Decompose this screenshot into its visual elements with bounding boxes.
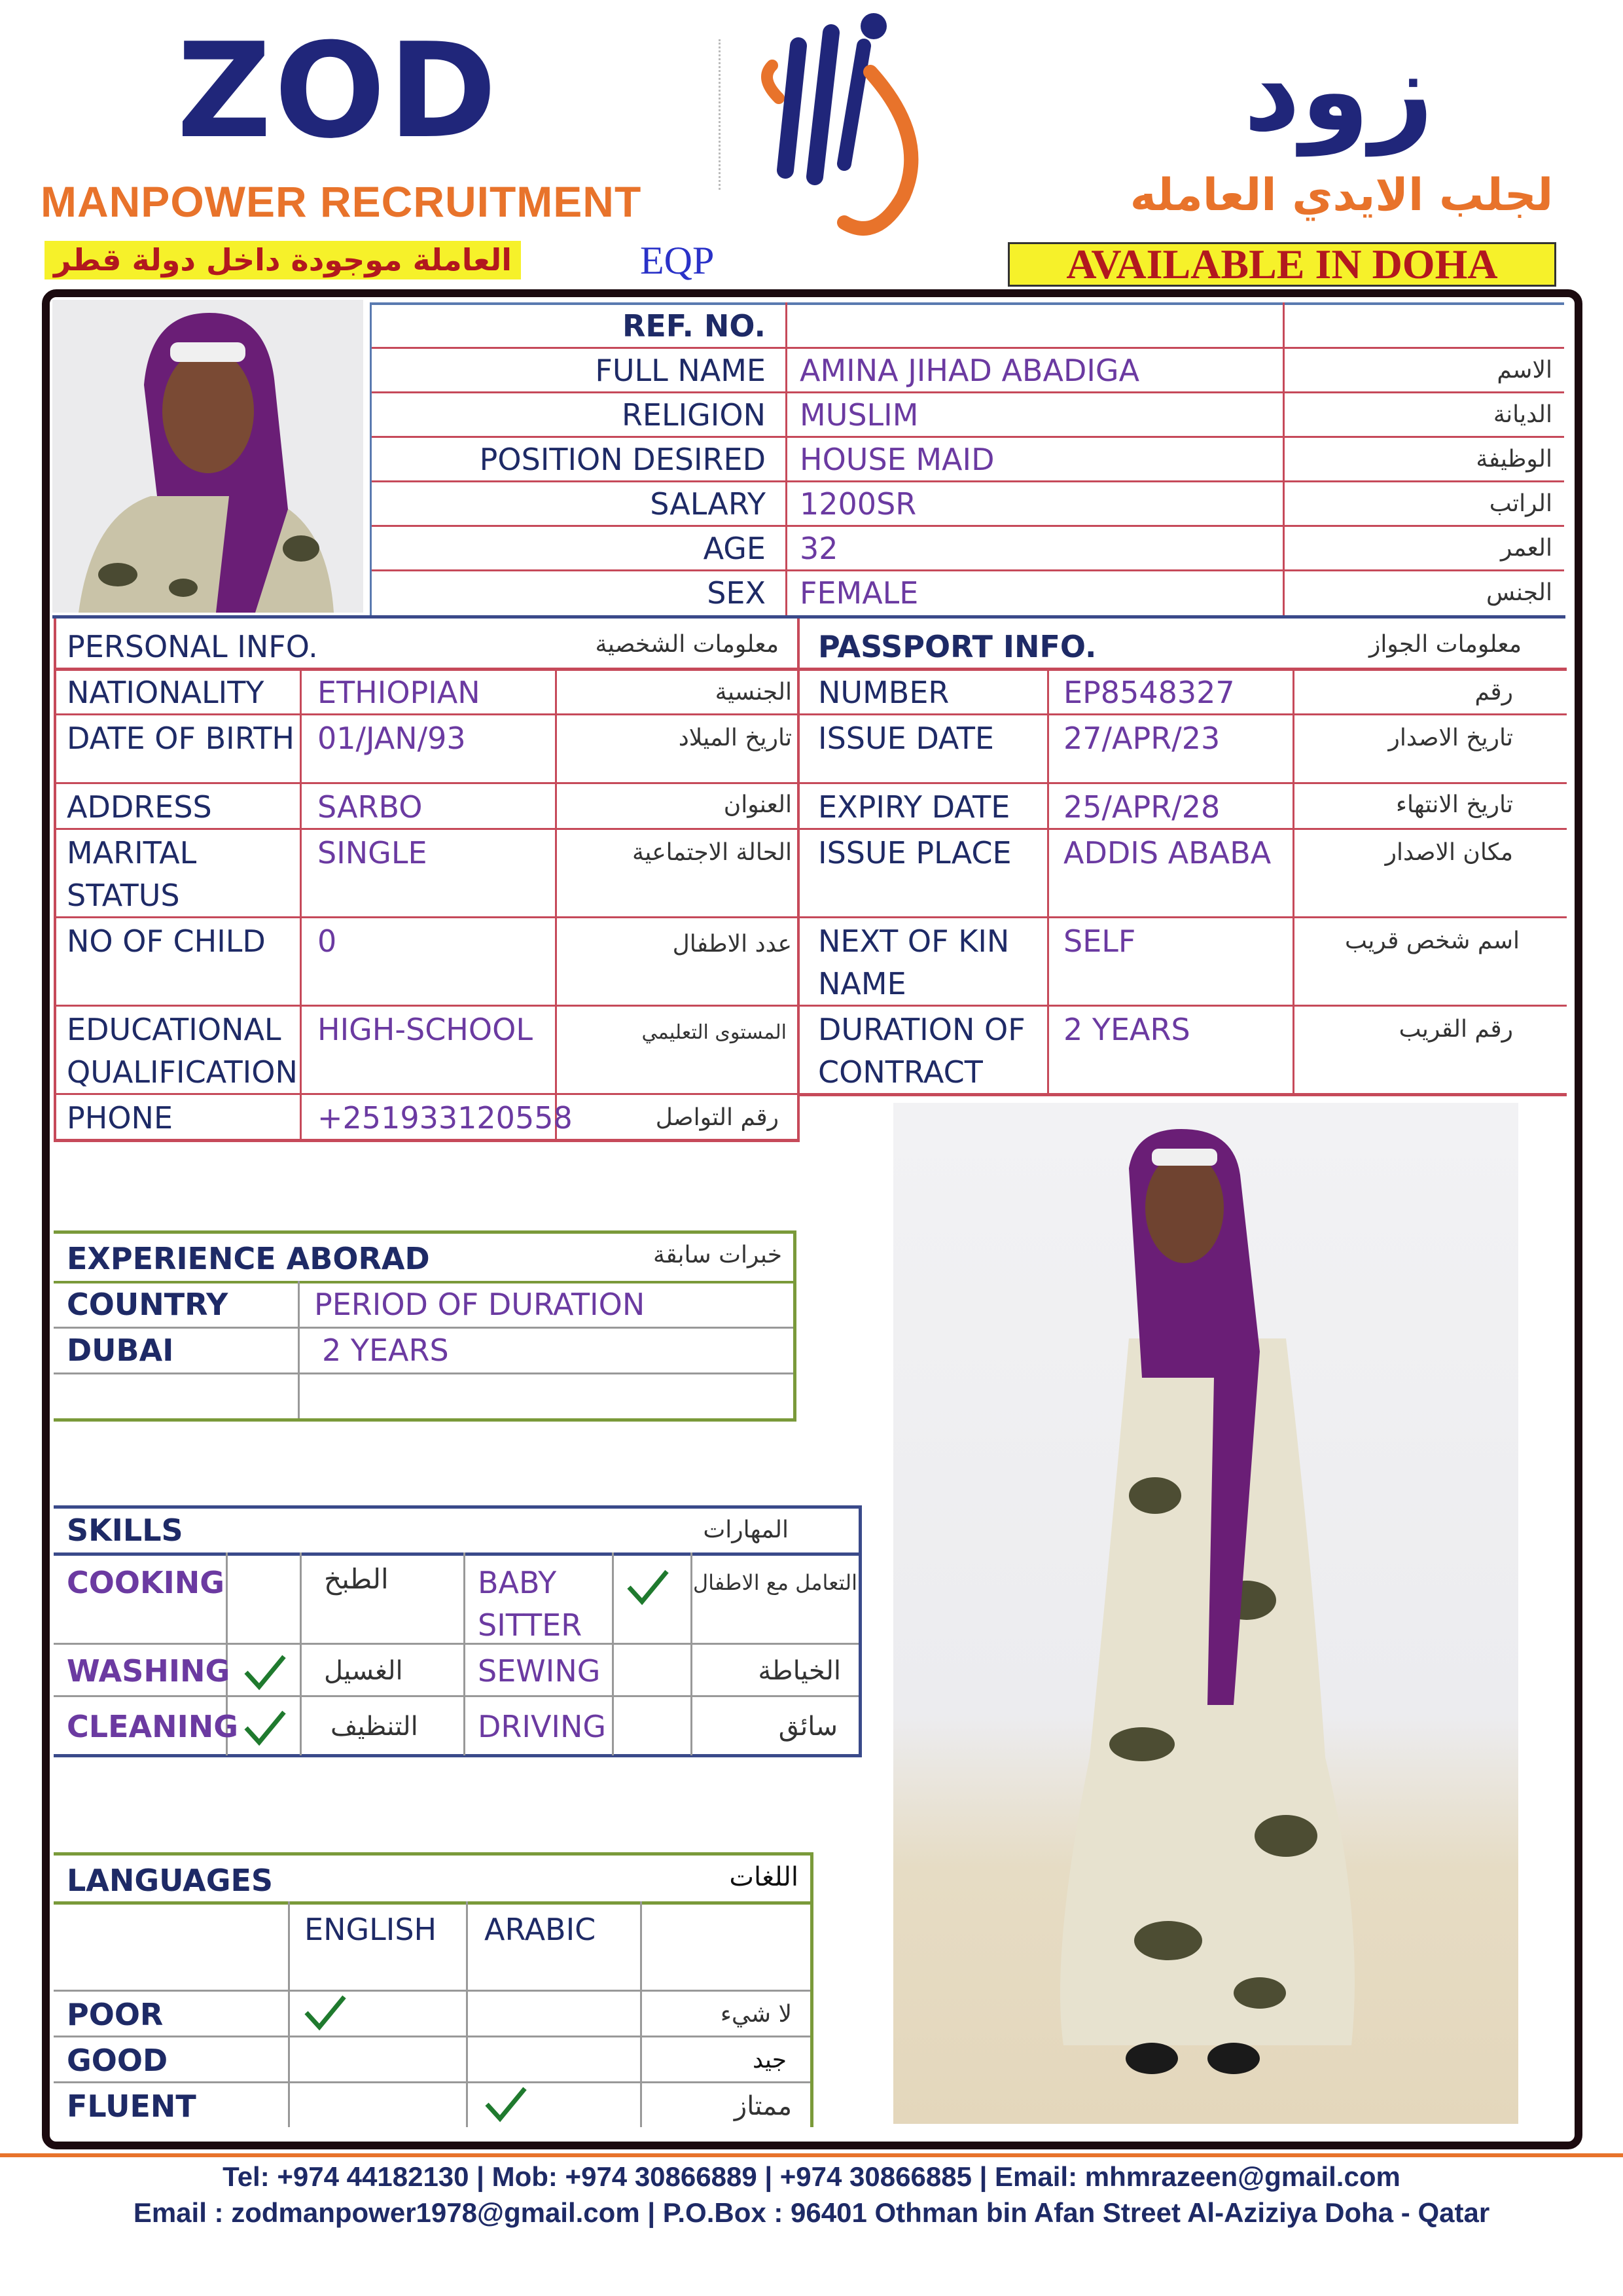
- contract-duration-value: 2 YEARS: [1063, 1012, 1190, 1047]
- brand-subtitle: MANPOWER RECRUITMENT: [41, 177, 642, 226]
- section-divider: [52, 615, 1565, 619]
- position-label-arabic: الوظيفة: [1476, 446, 1552, 473]
- nationality-value: ETHIOPIAN: [317, 675, 480, 710]
- salary-label-arabic: الراتب: [1489, 490, 1552, 517]
- marital-label-line2: STATUS: [67, 878, 180, 913]
- full-name-label: FULL NAME: [595, 353, 766, 388]
- location-note-arabic: العاملة موجودة داخل دولة قطر: [45, 241, 521, 279]
- experience-title-arabic: خبرات سابقة: [653, 1242, 782, 1268]
- next-of-kin-label-line2: NAME: [818, 966, 906, 1001]
- portrait-figure: [52, 300, 363, 613]
- passport-info-title: PASSPORT INFO.: [818, 629, 1097, 664]
- portrait-photo: [52, 300, 363, 613]
- skill-driving: DRIVING: [478, 1709, 607, 1744]
- language-level-good-arabic: جيد: [752, 2047, 787, 2073]
- address-label-arabic: العنوان: [723, 791, 792, 818]
- issue-place-label-arabic: مكان الاصدار: [1385, 839, 1513, 866]
- education-label-arabic: المستوى التعليمي: [641, 1021, 787, 1044]
- skill-baby-sitter-arabic: التعامل مع الاطفال: [692, 1570, 857, 1595]
- english-poor-check-icon: [302, 1993, 348, 2032]
- washing-check-icon: [242, 1653, 288, 1692]
- passport-number-value: EP8548327: [1063, 675, 1235, 710]
- experience-period: 2 YEARS: [322, 1333, 449, 1368]
- address-value: SARBO: [317, 789, 423, 825]
- skill-baby-sitter-line2: SITTER: [478, 1607, 582, 1643]
- marital-label: MARITAL: [67, 835, 197, 870]
- position-value: HOUSE MAID: [800, 442, 995, 477]
- dob-label: DATE OF BIRTH: [67, 721, 295, 756]
- full-body-photo: [893, 1103, 1518, 2124]
- footer-contact-line-2: Email : zodmanpower1978@gmail.com | P.O.Box : 96401 Othman bin Afan Street Al-Aziziya Doha - Qatar: [133, 2197, 1490, 2228]
- nationality-label-arabic: الجنسية: [715, 679, 792, 706]
- sex-label: SEX: [707, 575, 766, 611]
- full-name-label-arabic: الاسم: [1497, 357, 1552, 384]
- contract-duration-label-arabic: رقم القريب: [1399, 1016, 1513, 1043]
- arabic-fluent-check-icon: [483, 2085, 529, 2124]
- language-col-english: ENGLISH: [304, 1912, 437, 1947]
- language-level-fluent-arabic: ممتاز: [734, 2091, 792, 2121]
- experience-title: EXPERIENCE ABORAD: [67, 1241, 430, 1276]
- experience-col-country: COUNTRY: [67, 1287, 228, 1322]
- company-logo: [733, 7, 942, 255]
- languages-title-arabic: اللغات: [729, 1862, 798, 1892]
- passport-number-label: NUMBER: [818, 675, 950, 710]
- languages-title: LANGUAGES: [67, 1863, 274, 1898]
- salary-label: SALARY: [650, 486, 766, 522]
- salary-value: 1200SR: [800, 486, 917, 522]
- position-label: POSITION DESIRED: [479, 442, 766, 477]
- issue-date-label: ISSUE DATE: [818, 721, 994, 756]
- children-value: 0: [317, 924, 337, 959]
- passport-info-title-arabic: معلومات الجواز: [1369, 631, 1522, 658]
- next-of-kin-label: NEXT OF KIN: [818, 924, 1010, 959]
- baby-sitter-check-icon: [625, 1568, 671, 1607]
- language-level-fluent: FLUENT: [67, 2089, 196, 2124]
- address-label: ADDRESS: [67, 789, 212, 825]
- availability-badge: AVAILABLE IN DOHA: [1008, 242, 1556, 287]
- experience-country: DUBAI: [67, 1333, 174, 1368]
- footer-divider: [0, 2153, 1623, 2157]
- language-col-arabic: ARABIC: [484, 1912, 596, 1947]
- contract-duration-label: DURATION OF: [818, 1012, 1026, 1047]
- skill-cleaning: CLEANING: [67, 1709, 238, 1744]
- phone-label: PHONE: [67, 1100, 173, 1136]
- education-label: EDUCATIONAL: [67, 1012, 281, 1047]
- sex-value: FEMALE: [800, 575, 919, 611]
- brand-name-arabic: زود: [1243, 27, 1434, 156]
- dob-value: 01/JAN/93: [317, 721, 466, 756]
- expiry-date-value: 25/APR/28: [1063, 789, 1221, 825]
- age-value: 32: [800, 531, 838, 566]
- skill-driving-arabic: سائق: [778, 1712, 838, 1742]
- nationality-label: NATIONALITY: [67, 675, 264, 710]
- skill-washing-arabic: الغسيل: [324, 1656, 403, 1686]
- skill-cleaning-arabic: التنظيف: [330, 1712, 418, 1742]
- agency-code: EQP: [640, 239, 715, 282]
- education-label-line2: QUALIFICATION: [67, 1054, 298, 1090]
- personal-info-title: PERSONAL INFO.: [67, 629, 318, 664]
- next-of-kin-label-arabic: اسم شخص قريب: [1345, 927, 1520, 954]
- experience-col-period: PERIOD OF DURATION: [314, 1287, 645, 1322]
- skills-title-arabic: المهارات: [703, 1516, 789, 1543]
- religion-label-arabic: الديانة: [1493, 401, 1552, 428]
- next-of-kin-value: SELF: [1063, 924, 1136, 959]
- brand-subtitle-arabic: لجلب الايدي العامله: [1130, 170, 1554, 221]
- language-level-poor: POOR: [67, 1997, 164, 2032]
- children-label-arabic: عدد الاطفال: [672, 931, 792, 958]
- footer-contact-line-1: Tel: +974 44182130 | Mob: +974 30866889 | +974 30866885 | Email: mhmrazeen@gmail.com: [223, 2161, 1400, 2192]
- language-level-good: GOOD: [67, 2043, 168, 2078]
- expiry-date-label-arabic: تاريخ الانتهاء: [1396, 791, 1513, 818]
- religion-label: RELIGION: [621, 397, 766, 433]
- issue-place-label: ISSUE PLACE: [818, 835, 1012, 870]
- header-divider: [719, 39, 721, 190]
- skills-title: SKILLS: [67, 1513, 183, 1548]
- skill-washing: WASHING: [67, 1653, 230, 1689]
- education-value: HIGH-SCHOOL: [317, 1012, 533, 1047]
- skill-cooking-arabic: الطبخ: [324, 1563, 389, 1595]
- religion-value: MUSLIM: [800, 397, 919, 433]
- language-level-poor-arabic: لا شيء: [720, 2001, 792, 2028]
- ref-no-label: REF. NO.: [622, 308, 766, 344]
- issue-date-value: 27/APR/23: [1063, 721, 1221, 756]
- skill-sewing-arabic: الخياطة: [758, 1656, 841, 1686]
- brand-name: ZOD: [177, 15, 500, 168]
- cleaning-check-icon: [242, 1708, 288, 1748]
- age-label: AGE: [703, 531, 766, 566]
- skill-baby-sitter: BABY: [478, 1565, 557, 1600]
- marital-label-arabic: الحالة الاجتماعية: [632, 839, 792, 866]
- full-body-figure: [893, 1103, 1518, 2124]
- personal-info-title-arabic: معلومات الشخصية: [595, 631, 779, 658]
- issue-date-label-arabic: تاريخ الاصدار: [1388, 725, 1513, 751]
- full-name-value: AMINA JIHAD ABADIGA: [800, 353, 1140, 388]
- passport-number-label-arabic: رقم: [1474, 679, 1513, 706]
- age-label-arabic: العمر: [1500, 535, 1552, 562]
- sex-label-arabic: الجنس: [1486, 579, 1552, 606]
- children-label: NO OF CHILD: [67, 924, 266, 959]
- phone-label-arabic: رقم التواصل: [655, 1104, 779, 1131]
- contract-duration-label-line2: CONTRACT: [818, 1054, 983, 1090]
- expiry-date-label: EXPIRY DATE: [818, 789, 1010, 825]
- issue-place-value: ADDIS ABABA: [1063, 835, 1272, 870]
- skill-sewing: SEWING: [478, 1653, 601, 1689]
- skill-cooking: COOKING: [67, 1565, 224, 1600]
- phone-value: +251933120558: [317, 1100, 573, 1136]
- dob-label-arabic: تاريخ الميلاد: [678, 725, 792, 751]
- marital-value: SINGLE: [317, 835, 427, 870]
